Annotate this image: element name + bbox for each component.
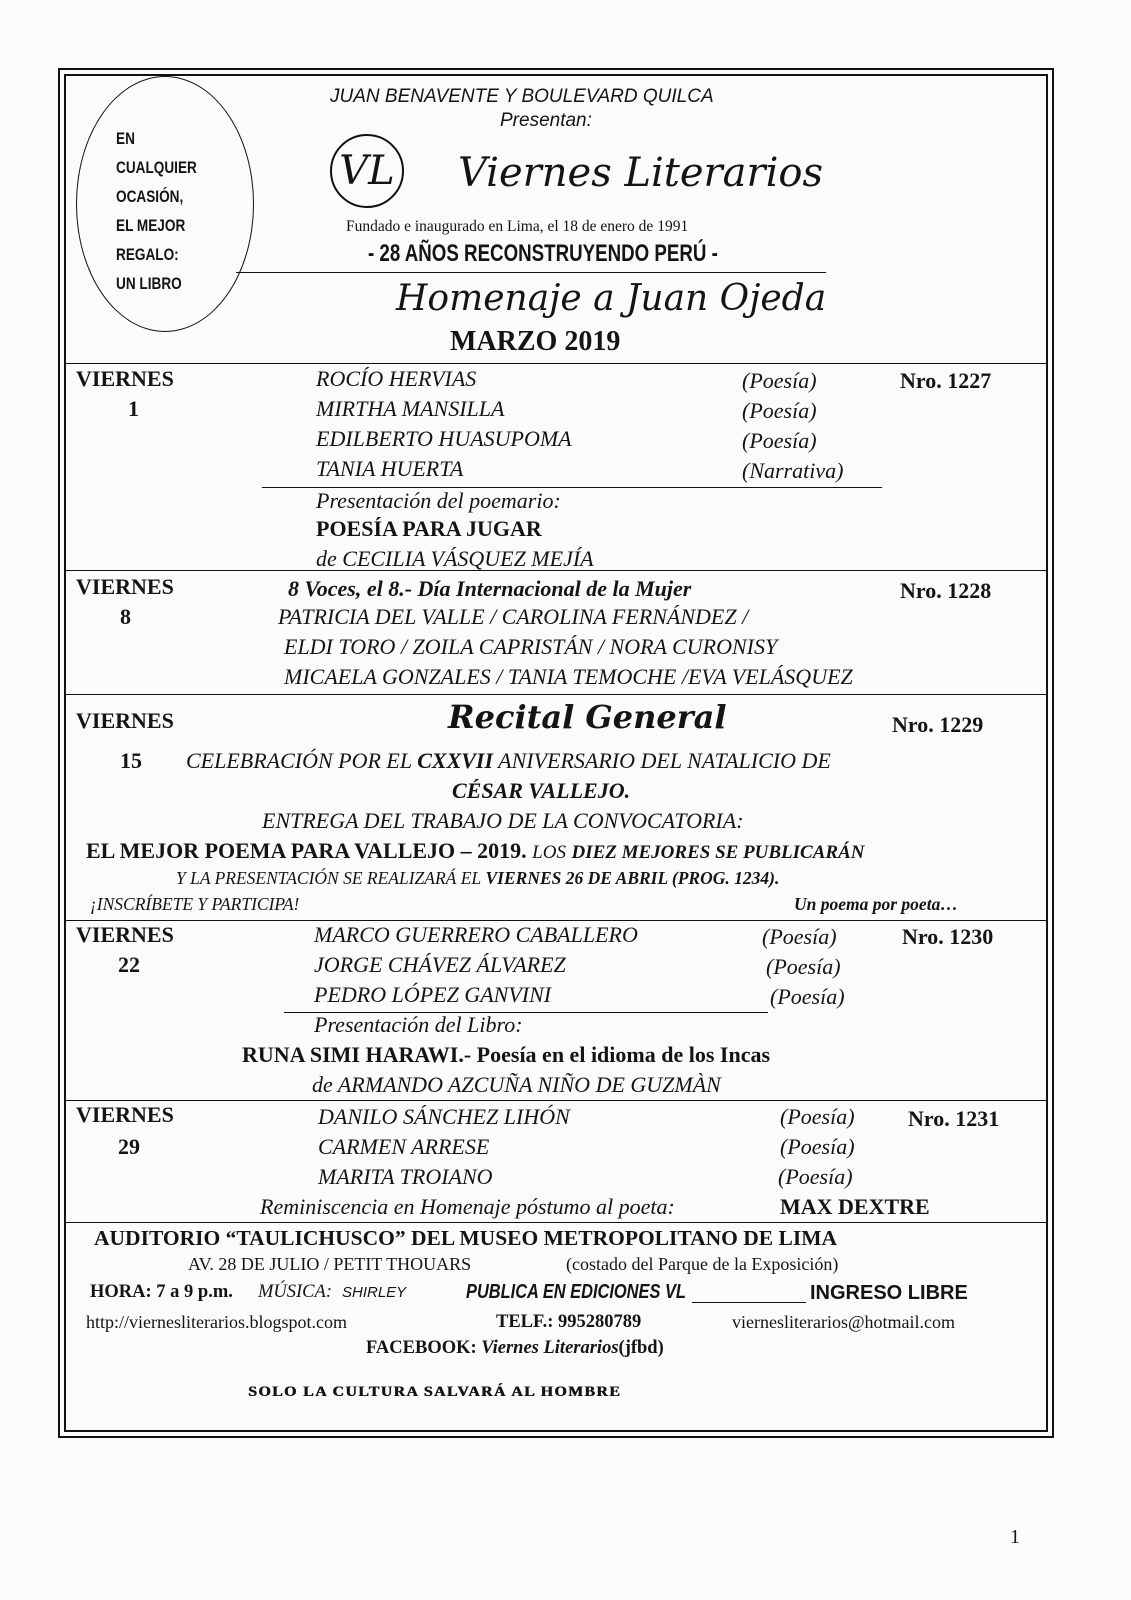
phone-number: TELF.: 995280789 [496, 1312, 642, 1332]
header-divider [236, 272, 826, 273]
participant-name: PEDRO LÓPEZ GANVINI [314, 982, 552, 1007]
genre-label: (Narrativa) [742, 458, 844, 483]
day-number: 8 [120, 604, 131, 629]
participant-name: MIRTHA MANSILLA [316, 396, 505, 421]
section-divider [64, 1100, 1048, 1101]
event-theme: 8 Voces, el 8.- Día Internacional de la Mujer [288, 576, 692, 601]
presentation-line [176, 868, 779, 889]
day-label: VIERNES [76, 922, 174, 947]
presentation-pre: Y LA PRESENTACIÓN SE REALIZARÁ EL [176, 868, 482, 888]
honored-poet: CÉSAR VALLEJO. [452, 778, 631, 803]
facebook-tag: (jfbd) [618, 1338, 664, 1358]
participant-name: DANILO SÁNCHEZ LIHÓN [318, 1104, 570, 1129]
presentation-date: VIERNES 26 DE ABRIL (PROG. 1234). [485, 868, 780, 888]
delivery-text: ENTREGA DEL TRABAJO DE LA CONVOCATORIA: [262, 808, 744, 833]
presenters: JUAN BENAVENTE Y BOULEVARD QUILCA [330, 86, 714, 107]
slogan: - 28 AÑOS RECONSTRUYENDO PERÚ - [368, 240, 718, 267]
founded-note: Fundado e inaugurado en Lima, el 18 de enero de 1991 [346, 218, 689, 235]
badge-line: EL MEJOR [116, 216, 186, 235]
section-divider [64, 363, 1048, 364]
music-label: MÚSICA: [258, 1282, 332, 1302]
genre-label: (Poesía) [780, 1104, 855, 1129]
celebration-text: CELEBRACIÓN POR EL [186, 748, 412, 773]
day-label: VIERNES [76, 708, 174, 733]
genre-label: (Poesía) [742, 398, 817, 423]
day-number: 22 [118, 952, 140, 977]
genre-label: (Poesía) [742, 368, 817, 393]
vl-logo: VL [330, 134, 404, 208]
venue-address-note: (costado del Parque de la Exposición) [566, 1254, 839, 1274]
event-title: Viernes Literarios [458, 150, 824, 196]
homage-title: Homenaje a Juan Ojeda [396, 278, 827, 319]
book-author: de CECILIA VÁSQUEZ MEJÍA [316, 546, 594, 571]
genre-label: (Poesía) [762, 924, 837, 949]
venue-address: AV. 28 DE JULIO / PETIT THOUARS [188, 1254, 472, 1274]
free-entry: INGRESO LIBRE [810, 1282, 968, 1304]
participant-name: EDILBERTO HUASUPOMA [316, 426, 572, 451]
book-title: RUNA SIMI HARAWI.- Poesía en el idioma de los Incas [242, 1042, 771, 1067]
publish-note: PUBLICA EN EDICIONES VL [466, 1281, 686, 1303]
genre-label: (Poesía) [766, 954, 841, 979]
genre-label: (Poesía) [742, 428, 817, 453]
badge-line: REGALO: [116, 245, 179, 264]
day-number: 1 [128, 396, 139, 421]
badge-line: OCASIÓN, [116, 187, 184, 206]
section-divider [64, 694, 1048, 695]
section-divider [64, 1222, 1048, 1223]
contest-publication: DIEZ MEJORES SE PUBLICARÁN [571, 842, 865, 863]
facebook-label: FACEBOOK: [366, 1338, 477, 1358]
celebration-line [186, 748, 831, 774]
day-label: VIERNES [76, 366, 174, 391]
closing-motto: SOLO LA CULTURA SALVARÁ AL HOMBRE [248, 1384, 622, 1400]
recital-title: Recital General [448, 698, 727, 736]
tribute-poet: MAX DEXTRE [780, 1194, 930, 1219]
contest-line [86, 838, 864, 864]
email-address[interactable]: viernesliterarios@hotmail.com [732, 1312, 956, 1332]
badge-line: CUALQUIER [116, 158, 197, 177]
section-divider [64, 920, 1048, 921]
contest-title: EL MEJOR POEMA PARA VALLEJO – 2019. [86, 838, 527, 863]
program-number: Nro. 1228 [900, 578, 992, 603]
presentation-label: Presentación del Libro: [314, 1012, 523, 1037]
program-number: Nro. 1231 [908, 1106, 1000, 1131]
participant-name: MARITA TROIANO [318, 1164, 493, 1189]
participant-name: CARMEN ARRESE [318, 1134, 490, 1159]
day-label: VIERNES [76, 574, 174, 599]
badge-line: EN [116, 129, 135, 148]
gift-badge-text [116, 124, 220, 298]
day-label: VIERNES [76, 1102, 174, 1127]
genre-label: (Poesía) [780, 1134, 855, 1159]
participant-name: TANIA HUERTA [316, 456, 464, 481]
contest-los: LOS [532, 842, 566, 863]
reminiscence-label: Reminiscencia en Homenaje póstumo al poeta: [260, 1194, 675, 1219]
genre-label: (Poesía) [778, 1164, 853, 1189]
facebook-line [366, 1338, 664, 1359]
presentan-label: Presentan: [500, 110, 592, 131]
presentation-label: Presentación del poemario: [316, 488, 561, 513]
event-hour: HORA: 7 a 9 p.m. [90, 1282, 233, 1302]
participants-line: PATRICIA DEL VALLE / CAROLINA FERNÁNDEZ / [278, 604, 749, 629]
publish-underline [692, 1302, 806, 1303]
day-number: 29 [118, 1134, 140, 1159]
program-number: Nro. 1229 [892, 712, 984, 737]
music-artist: SHIRLEY [342, 1284, 407, 1301]
book-author: de ARMANDO AZCUÑA NIÑO DE GUZMÀN [312, 1072, 721, 1097]
participants-line: ELDI TORO / ZOILA CAPRISTÁN / NORA CURONISY [284, 634, 778, 659]
program-number: Nro. 1230 [902, 924, 994, 949]
badge-line: UN LIBRO [116, 274, 182, 293]
participant-name: MARCO GUERRERO CABALLERO [314, 922, 638, 947]
celebration-text-end: ANIVERSARIO DEL NATALICIO DE [498, 748, 831, 773]
participant-name: JORGE CHÁVEZ ÁLVAREZ [314, 952, 566, 977]
register-call: ¡INSCRÍBETE Y PARTICIPA! [90, 894, 300, 914]
genre-label: (Poesía) [770, 984, 845, 1009]
facebook-page[interactable]: Viernes Literarios [481, 1338, 619, 1358]
anniversary-number: CXXVII [417, 748, 494, 773]
participant-name: ROCÍO HERVIAS [316, 366, 477, 391]
program-number: Nro. 1227 [900, 368, 992, 393]
blog-link[interactable]: http://viernesliterarios.blogspot.com [86, 1312, 347, 1332]
page-number: 1 [1010, 1526, 1020, 1548]
book-title: POESÍA PARA JUGAR [316, 516, 542, 541]
month-title: MARZO 2019 [450, 326, 621, 357]
participants-line: MICAELA GONZALES / TANIA TEMOCHE /EVA VELÁSQUEZ [284, 664, 853, 689]
day-number: 15 [120, 748, 142, 773]
one-poem-rule: Un poema por poeta… [794, 894, 958, 914]
venue-title: AUDITORIO “TAULICHUSCO” DEL MUSEO METROPOLITANO DE LIMA [94, 1226, 838, 1250]
